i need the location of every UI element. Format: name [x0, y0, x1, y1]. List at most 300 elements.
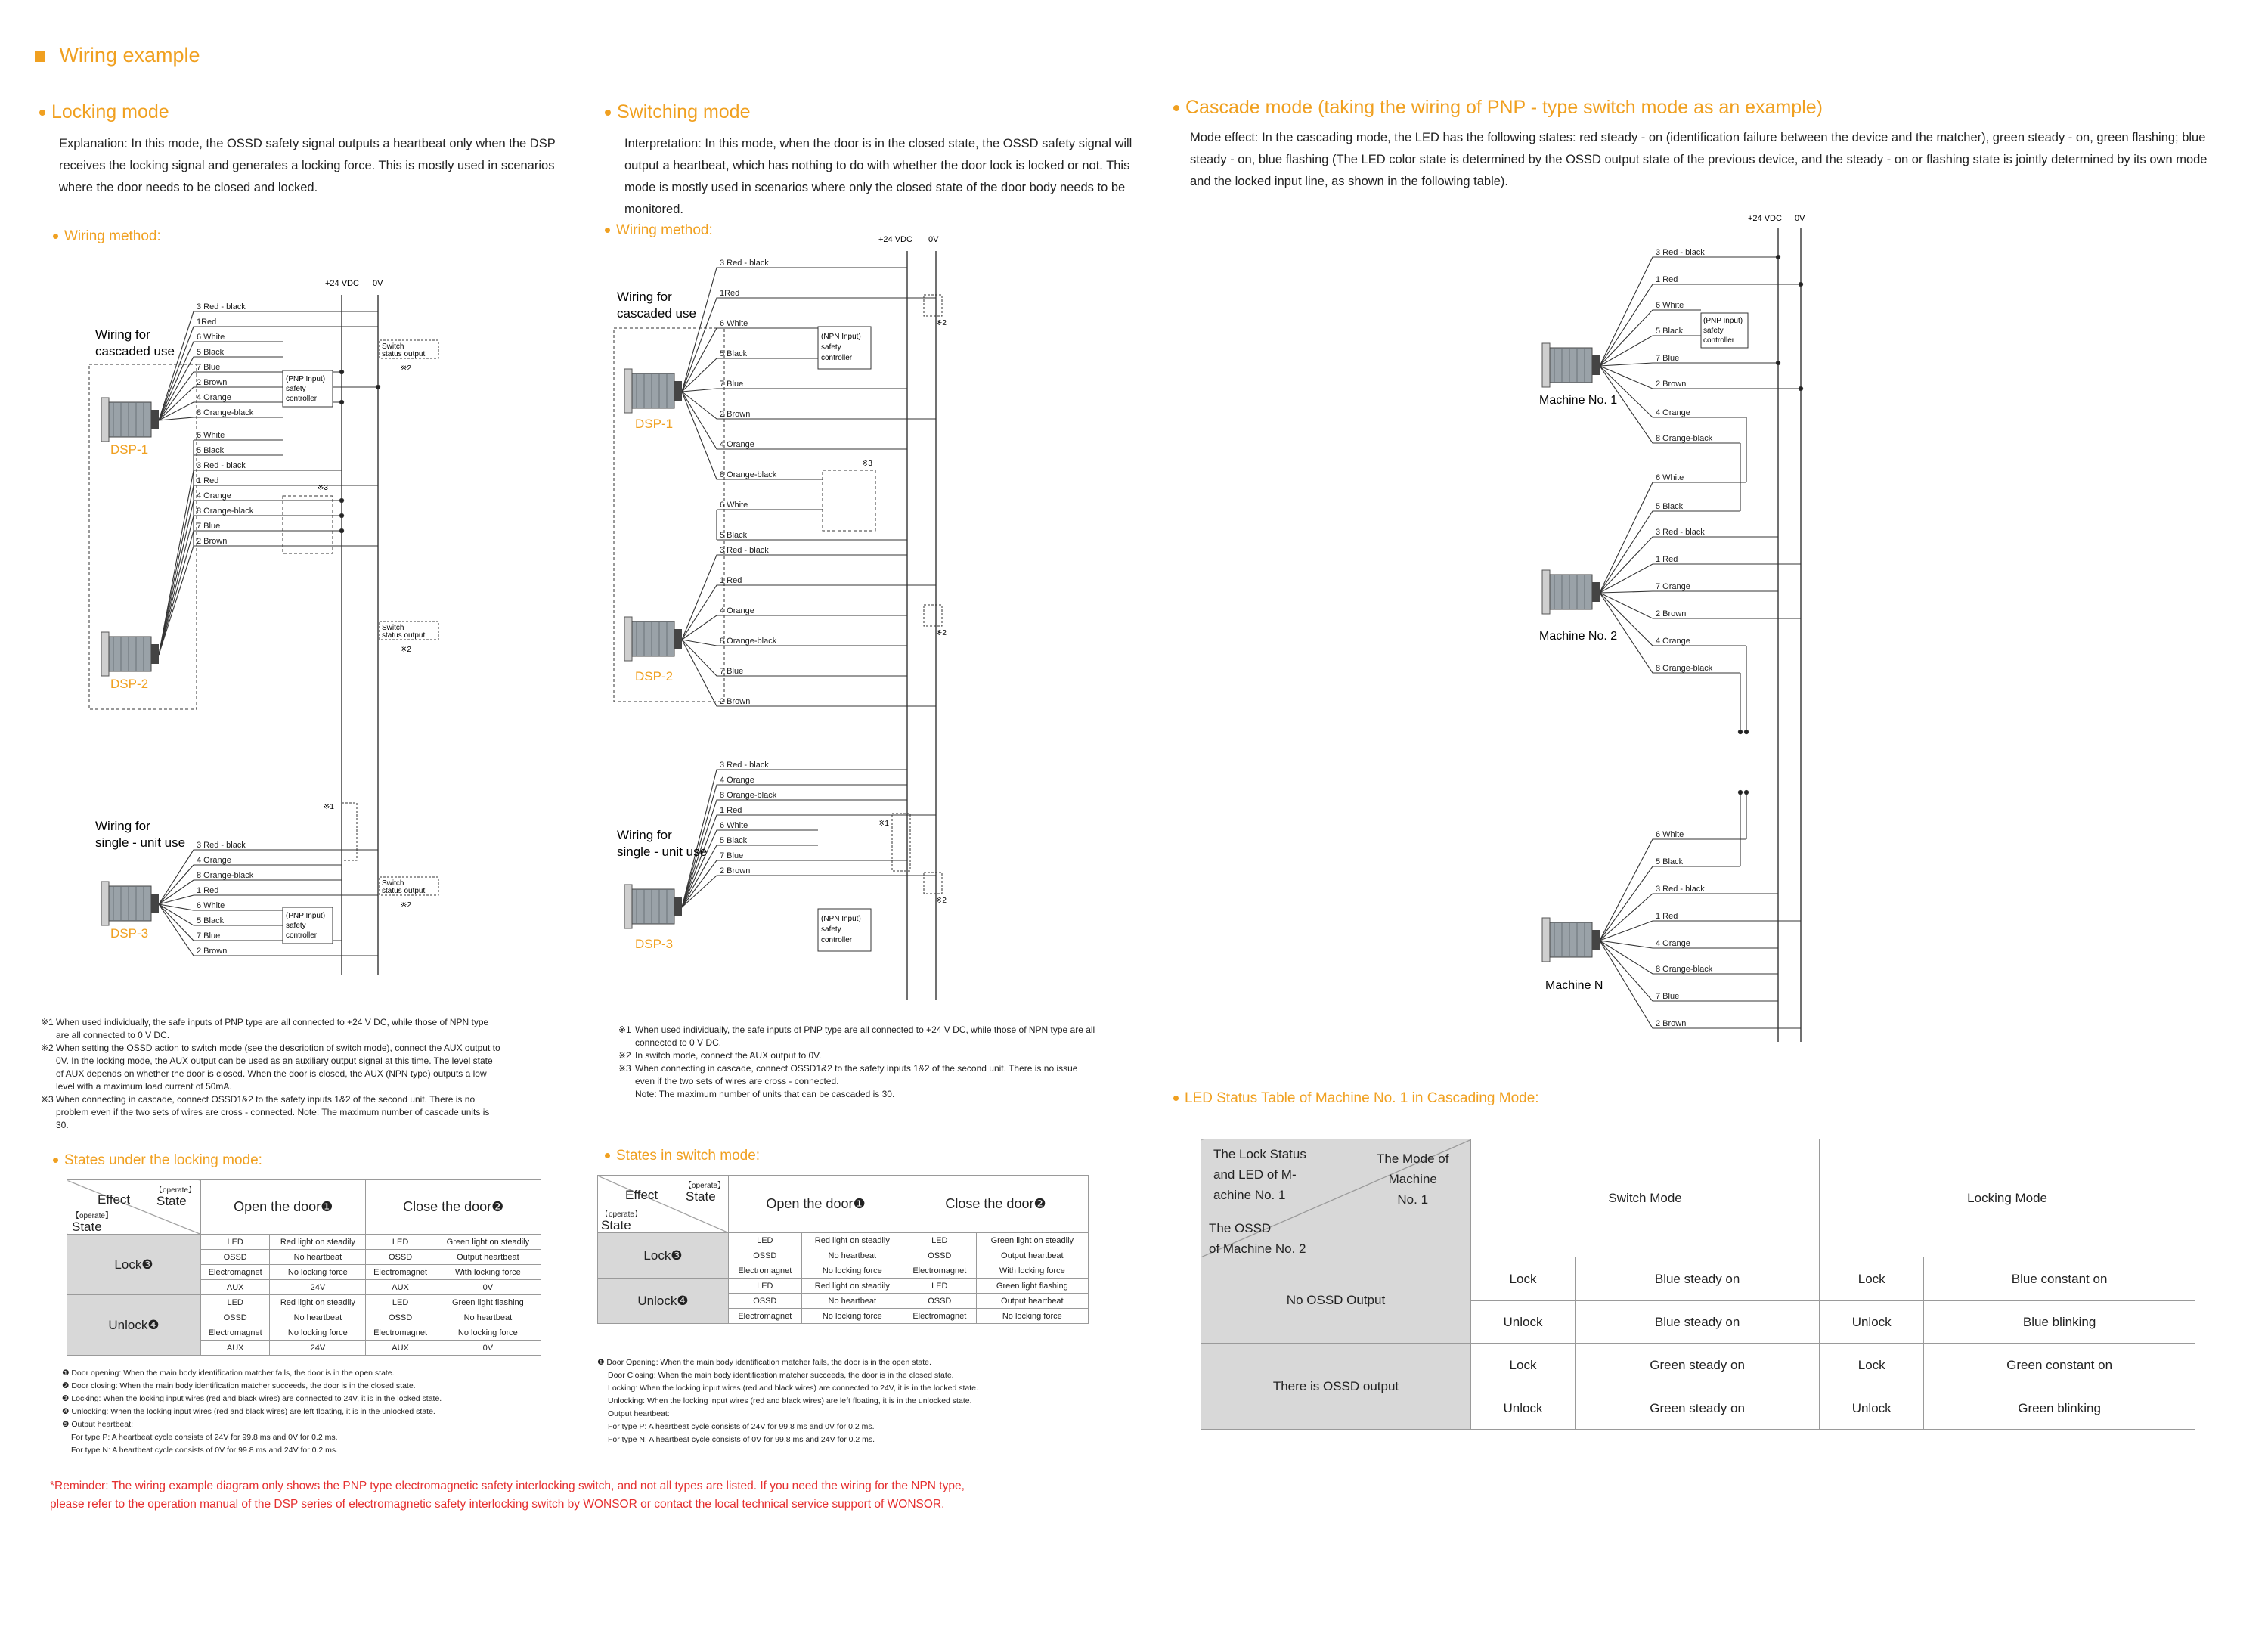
locking-footnote: ❶ Door opening: When the main body identification matcher fails, the door is in the open state.	[62, 1368, 395, 1378]
table-cell: 24V	[270, 1341, 366, 1356]
wire-label: 8 Orange-black	[197, 871, 254, 880]
bullet-dot-icon	[1173, 105, 1179, 111]
svg-text:status output: status output	[382, 350, 426, 358]
wire	[682, 860, 907, 907]
sw-cascaded-label-1: Wiring for	[617, 290, 672, 304]
sw-close-door-header: Close the door❷	[903, 1176, 1089, 1233]
wire-label: 3 Red - black	[1656, 885, 1705, 894]
table-cell: No heartbeat	[270, 1310, 366, 1325]
table-cell: No locking force	[270, 1265, 366, 1280]
table-cell: Red light on steadily	[801, 1233, 903, 1248]
wire	[1600, 363, 1778, 366]
cascaded-label-1: Wiring for	[95, 327, 150, 342]
svg-text:(NPN Input): (NPN Input)	[821, 915, 861, 923]
device-cable	[151, 644, 159, 664]
reminder-line-1: *Reminder: The wiring example diagram only shows the PNP type electromagnetic safety interlocking switch, and not all types are listed. If you need the wiring for the NPN type,	[50, 1480, 965, 1492]
wire-label: 5 Black	[720, 349, 748, 358]
title-square-icon	[35, 51, 45, 62]
wire-label: 5 Black	[1656, 327, 1684, 336]
wire	[1600, 593, 1801, 618]
switching-footnote: ❶ Door Opening: When the main body identification matcher fails, the door is in the open state.	[597, 1358, 931, 1367]
switching-wire-labels	[720, 259, 777, 876]
state-cell: Lock❸	[598, 1233, 729, 1279]
wire-label: 2 Brown	[720, 410, 751, 419]
wire-label: 2 Brown	[720, 697, 751, 706]
switching-footnote: For type P: A heartbeat cycle consists of 24V for 99.8 ms and 0V for 0.2 ms.	[608, 1422, 875, 1431]
table-cell: No locking force	[801, 1309, 903, 1324]
device-cable	[1592, 582, 1600, 602]
wire-label: 3 Red - black	[197, 302, 246, 311]
wire-label: 7 Blue	[720, 851, 744, 860]
machineN-label: Machine N	[1545, 979, 1603, 992]
table-corner: Effect 【operate】 State 【operate】 State	[67, 1180, 201, 1235]
cascade-wire-labels	[1656, 248, 1713, 1028]
table-cell: Green light flashing	[435, 1295, 541, 1310]
wire-label: 7 Blue	[1656, 992, 1680, 1001]
wire	[159, 895, 378, 904]
svg-text:controller: controller	[286, 395, 318, 403]
wire-label: 7 Blue	[197, 931, 221, 941]
wire-label: 3 Red - black	[197, 461, 246, 470]
switch-output-1	[380, 340, 438, 373]
table-cell: Red light on steadily	[270, 1235, 366, 1250]
wire-label: 7 Orange	[1656, 582, 1690, 591]
table-cell: 0V	[435, 1341, 541, 1356]
led-corner: The Lock Status and LED of M- achine No. 1 The Mode of Machine No. 1 The OSSD of Machine No. 2	[1201, 1139, 1471, 1257]
device-body	[1550, 348, 1592, 383]
state-cell: Unlock❹	[598, 1279, 729, 1324]
junction-dot	[1738, 790, 1742, 794]
cascade-wiring-diagram	[1520, 210, 1837, 1049]
table-cell: LED	[729, 1279, 802, 1294]
switching-note-2: ※2 In switch mode, connect the AUX output to 0V.	[618, 1050, 822, 1061]
wire	[159, 546, 378, 655]
device-base	[624, 617, 632, 661]
table-cell: LED	[903, 1233, 977, 1248]
device-base	[624, 369, 632, 413]
wire-label: 2 Brown	[1656, 380, 1687, 389]
svg-text:※2: ※2	[401, 646, 411, 654]
wire	[159, 470, 342, 655]
sensor-device-icon	[101, 632, 159, 676]
switching-footnotes	[597, 1356, 1126, 1446]
device-base	[101, 398, 109, 442]
table-cell: Unlock	[1820, 1301, 1924, 1344]
device-cable	[674, 381, 682, 401]
table-cell: Electromagnet	[366, 1265, 435, 1280]
table-cell: LED	[201, 1295, 270, 1310]
table-cell: OSSD	[729, 1294, 802, 1309]
table-cell: Electromagnet	[366, 1325, 435, 1341]
bullet-dot-icon	[605, 1153, 610, 1158]
svg-text:safety: safety	[1703, 327, 1724, 335]
sensor-device-icon	[1542, 570, 1600, 614]
wire	[682, 392, 823, 479]
wire	[159, 880, 342, 904]
svg-text:controller: controller	[821, 936, 853, 944]
table-cell: Output heartbeat	[435, 1250, 541, 1265]
bullet-dot-icon	[53, 234, 58, 239]
table-cell: Green light flashing	[976, 1279, 1088, 1294]
wire-label: 5 Black	[197, 916, 225, 925]
svg-text:※3: ※3	[862, 460, 872, 468]
wire-label: 1Red	[197, 318, 217, 327]
wire-label: 3 Red - black	[197, 841, 246, 850]
sw-table-corner: Effect 【operate】 State 【operate】 State	[598, 1176, 729, 1233]
junction-dot	[1776, 255, 1780, 259]
label-24v: +24 VDC	[1748, 214, 1782, 223]
wire	[1600, 894, 1778, 941]
table-cell: No locking force	[270, 1325, 366, 1341]
label-0v: 0V	[1795, 214, 1805, 223]
switching-paragraph: Interpretation: In this mode, when the door is in the closed state, the OSSD safety signal will output a heartbeat, which has nothing to do with whether the door lock is locked or not. This mode is mostly used in scenarios where only the closed state of the door body needs to be monitored.	[624, 137, 1132, 216]
table-cell: OSSD	[201, 1310, 270, 1325]
svg-text:Switch: Switch	[382, 879, 404, 888]
switching-footnote: Locking: When the locking input wires (red and black wires) are connected to 24V, it is in the locked state.	[608, 1384, 978, 1393]
wire-label: 5 Black	[720, 531, 748, 540]
svg-text:Switch: Switch	[382, 624, 404, 632]
wire	[1740, 646, 1746, 866]
bullet-dot-icon	[39, 110, 45, 116]
dsp3-label: DSP-3	[110, 926, 149, 941]
table-cell: LED	[366, 1235, 435, 1250]
wire-label: 1 Red	[197, 886, 219, 895]
label-0v: 0V	[928, 235, 939, 244]
title-row	[35, 44, 200, 67]
svg-text:(PNP Input): (PNP Input)	[286, 375, 326, 383]
table-cell: OSSD	[201, 1250, 270, 1265]
locking-heading: Locking mode	[39, 101, 169, 123]
label-0v: 0V	[373, 279, 383, 288]
wire	[1600, 564, 1801, 593]
wire-label: 7 Blue	[197, 522, 221, 531]
device-body	[632, 621, 674, 656]
table-cell: OSSD	[366, 1250, 435, 1265]
locking-footnote: For type N: A heartbeat cycle consists of 0V for 99.8 ms and 24V for 0.2 ms.	[71, 1446, 339, 1455]
wire	[1600, 366, 1801, 389]
switch-output-2	[380, 621, 438, 654]
wire-label: 7 Blue	[720, 667, 744, 676]
wire-label: 8 Orange-black	[720, 791, 777, 800]
wire-label: 5 Black	[1656, 857, 1684, 866]
sensor-device-icon	[101, 398, 159, 442]
table-cell: Electromagnet	[903, 1263, 977, 1279]
wire-label: 7 Blue	[720, 380, 744, 389]
device-base	[101, 632, 109, 676]
table-cell: OSSD	[729, 1248, 802, 1263]
wire-label: 3 Red - black	[720, 259, 769, 268]
junction-dot	[1744, 730, 1748, 733]
wire	[682, 876, 936, 907]
switching-notes	[618, 1024, 1096, 1101]
pnp-controller-1	[283, 370, 333, 407]
junction-dot	[339, 400, 343, 404]
table-row	[67, 1235, 541, 1250]
locking-footnote: ❺ Output heartbeat:	[62, 1420, 134, 1429]
cross-box-1	[283, 496, 333, 553]
single-label-1: Wiring for	[95, 819, 150, 833]
locking-state-table	[67, 1179, 541, 1356]
table-cell: AUX	[201, 1280, 270, 1295]
wire	[1600, 921, 1801, 941]
wire-label: 8 Orange-black	[1656, 434, 1713, 443]
wire-label: 6 White	[1656, 473, 1684, 482]
wire-label: 3 Red - black	[1656, 248, 1705, 257]
wire-label: 4 Orange	[197, 491, 231, 501]
sensor-device-icon	[1542, 343, 1600, 387]
wire-label: 4 Orange	[1656, 939, 1690, 948]
sw-single-label-2: single - unit use	[617, 845, 708, 859]
wire	[1600, 941, 1801, 1028]
sw-open-door-header: Open the door❶	[729, 1176, 903, 1233]
wire-label: 8 Orange-black	[720, 637, 777, 646]
svg-text:safety: safety	[821, 925, 841, 934]
table-cell: No locking force	[976, 1309, 1088, 1324]
table-cell: Blue steady on	[1576, 1301, 1820, 1344]
wire-label: 3 Red - black	[720, 546, 769, 555]
table-cell: Red light on steadily	[801, 1279, 903, 1294]
table-cell: Green light on steadily	[976, 1233, 1088, 1248]
wire-label: 8 Orange-black	[197, 507, 254, 516]
device-cable	[674, 897, 682, 916]
machine2-label: Machine No. 2	[1539, 630, 1618, 643]
table-cell: Electromagnet	[201, 1325, 270, 1341]
switching-footnote: Door Closing: When the main body identification matcher succeeds, the door is in the closed state.	[608, 1371, 954, 1380]
device-cable	[151, 410, 159, 429]
cascade-wires	[1600, 255, 1803, 1028]
switching-footnote: Unlocking: When the locking input wires (red and black wires) are left floating, it is in the unlocked state.	[608, 1396, 972, 1406]
wire	[682, 640, 907, 676]
wire-label: 5 Black	[197, 348, 225, 357]
junction-dot	[376, 385, 380, 389]
sensor-device-icon	[624, 369, 682, 413]
wire	[682, 392, 907, 449]
svg-text:status output: status output	[382, 887, 426, 895]
junction-dot	[339, 498, 343, 502]
junction-dot	[1738, 730, 1742, 733]
table-row	[598, 1279, 1089, 1294]
locking-notes	[41, 1016, 502, 1132]
wire	[682, 640, 907, 646]
wire-label: 2 Brown	[1656, 609, 1687, 618]
cascaded-label-2: cascaded use	[95, 344, 175, 358]
wire-label: 6 White	[197, 901, 225, 910]
junction-dot	[1744, 790, 1748, 794]
svg-text:(PNP Input): (PNP Input)	[286, 912, 326, 920]
table-cell: 24V	[270, 1280, 366, 1295]
svg-text:※2: ※2	[401, 364, 411, 373]
wire	[1600, 511, 1740, 593]
table-cell: Electromagnet	[729, 1263, 802, 1279]
wire-label: 6 White	[1656, 830, 1684, 839]
switching-state-table	[597, 1175, 1089, 1324]
device-body	[632, 373, 674, 408]
wire	[682, 800, 907, 907]
wire	[159, 327, 378, 420]
wire-label: 2 Brown	[197, 537, 228, 546]
wire-label: 6 White	[720, 501, 748, 510]
device-base	[1542, 570, 1550, 614]
locking-footnote: ❸ Locking: When the locking input wires (red and black wires) are connected to 24V, it is in the locked state.	[62, 1394, 442, 1403]
svg-text:safety: safety	[286, 385, 306, 393]
wire-label: 1 Red	[197, 476, 219, 485]
table-cell: LED	[903, 1279, 977, 1294]
wire-label: 7 Blue	[197, 363, 221, 372]
table-cell: Output heartbeat	[976, 1248, 1088, 1263]
svg-text:safety: safety	[821, 343, 841, 352]
table-cell: No heartbeat	[435, 1310, 541, 1325]
switching-note-3: ※3 When connecting in cascade, connect OSSD1&2 to the safety inputs 1&2 of the second unit. There is no issue even if the two sets of wires are cross - connected.	[618, 1063, 1078, 1086]
wire-label: 3 Red - black	[720, 761, 769, 770]
pnp-controller-2	[283, 907, 333, 944]
table-cell: LED	[201, 1235, 270, 1250]
table-cell: Green constant on	[1924, 1344, 2195, 1387]
switching-footnote: Output heartbeat:	[608, 1409, 670, 1418]
wire-label: 1Red	[720, 289, 740, 298]
marker-3: ※3	[318, 484, 328, 492]
device-cable	[151, 894, 159, 913]
cascade-heading: Cascade mode (taking the wiring of PNP - type switch mode as an example)	[1173, 97, 1823, 119]
wire	[1600, 591, 1778, 593]
wire	[682, 615, 907, 640]
device-body	[109, 637, 151, 671]
switching-states-heading: States in switch mode:	[605, 1148, 760, 1164]
wire-label: 6 White	[197, 431, 225, 440]
junction-dot	[339, 513, 343, 517]
state-cell: Lock❸	[67, 1235, 201, 1295]
bullet-dot-icon	[605, 110, 611, 116]
npn-controller-1	[818, 327, 871, 369]
cascade-paragraph: Mode effect: In the cascading mode, the LED has the following states: red steady - on (identification failure between the device and the matcher), green steady - on, green flashing; blue steady - on, blue flashing (The LED color state is determined by the OSSD output state of the previous device, and the steady - on or flashing state is jointly determined by its own mode and the locked input line, as shown in the following table).	[1190, 131, 2208, 188]
wire-label: 6 White	[1656, 301, 1684, 310]
sw-cross-box-c	[924, 605, 942, 626]
sw-single-label-1: Wiring for	[617, 828, 672, 842]
svg-text:※2: ※2	[936, 629, 947, 637]
wire	[159, 516, 342, 655]
device-body	[109, 402, 151, 437]
table-row	[1201, 1344, 2195, 1387]
reminder	[50, 1477, 1123, 1514]
wire	[159, 501, 342, 655]
table-cell: No heartbeat	[270, 1250, 366, 1265]
locking-mode-header: Locking Mode	[1820, 1139, 2195, 1257]
table-cell: Lock	[1471, 1344, 1576, 1387]
device-body	[1550, 922, 1592, 957]
label-24v: +24 VDC	[325, 279, 359, 288]
wire-label: 3 Red - black	[1656, 528, 1705, 537]
table-row	[598, 1233, 1089, 1248]
wire-label: 2 Brown	[1656, 1019, 1687, 1028]
wire-label: 8 Orange-black	[720, 470, 777, 479]
junction-dot	[339, 528, 343, 532]
table-cell: Blue constant on	[1924, 1257, 2195, 1301]
locking-wiring-diagram	[83, 272, 461, 990]
locking-note-2: ※2 When setting the OSSD action to switch mode (see the description of switch mode), connect the AUX output to 0V. In the locking mode, the AUX output can be used as an auxiliary output signal at this time. The level state of AUX depends on whether the door is closed. When the door is closed, the AUX (NPN type) outputs a low level with a maximum load current of 50mA.	[41, 1043, 500, 1092]
sensor-device-icon	[1542, 918, 1600, 962]
table-cell: AUX	[366, 1341, 435, 1356]
device-body	[1550, 575, 1592, 609]
locking-note-3: ※3 When connecting in cascade, connect OSSD1&2 to the safety inputs 1&2 of the second unit. There is no problem even if the two sets of wires are cross - connected. Note: The maximum number of cascade units is 30.	[41, 1094, 490, 1130]
junction-dot	[1799, 386, 1802, 390]
wire-label: 2 Brown	[197, 947, 228, 956]
junction-dot	[1776, 361, 1780, 364]
table-cell: Lock	[1471, 1257, 1576, 1301]
table-cell: Green steady on	[1576, 1344, 1820, 1387]
wire	[1600, 366, 1740, 443]
table-cell: No locking force	[801, 1263, 903, 1279]
sw-dsp1-label: DSP-1	[635, 417, 674, 431]
wire	[1600, 866, 1740, 941]
sw-dsp3-label: DSP-3	[635, 937, 674, 951]
wire	[159, 904, 378, 956]
switching-heading: Switching mode	[605, 101, 750, 123]
device-base	[1542, 918, 1550, 962]
wire	[1600, 284, 1801, 366]
table-cell: Electromagnet	[729, 1309, 802, 1324]
sensor-device-icon	[624, 885, 682, 928]
wire-label: 1 Red	[1656, 555, 1678, 564]
wire-label: 6 White	[720, 821, 748, 830]
wire-label: 4 Orange	[1656, 408, 1690, 417]
led-status-table	[1201, 1139, 2195, 1430]
wire	[159, 311, 378, 420]
table-cell: Green light on steadily	[435, 1235, 541, 1250]
led-table-heading: LED Status Table of Machine No. 1 in Cascading Mode:	[1173, 1090, 1539, 1107]
device-body	[632, 889, 674, 924]
table-cell: Electromagnet	[903, 1309, 977, 1324]
svg-text:status output: status output	[382, 631, 426, 640]
table-cell: With locking force	[435, 1265, 541, 1280]
switch-mode-header: Switch Mode	[1471, 1139, 1820, 1257]
table-cell: Lock	[1820, 1257, 1924, 1301]
marker-1: ※1	[324, 803, 334, 811]
table-row	[67, 1295, 541, 1310]
table-cell: OSSD	[903, 1248, 977, 1263]
table-cell: AUX	[366, 1280, 435, 1295]
wire-label: 4 Orange	[197, 393, 231, 402]
open-door-header: Open the door❶	[201, 1180, 366, 1235]
svg-text:controller: controller	[821, 354, 853, 362]
wire-label: 1 Red	[1656, 275, 1678, 284]
table-cell: 0V	[435, 1280, 541, 1295]
svg-text:safety: safety	[286, 922, 306, 930]
device-base	[101, 882, 109, 925]
table-cell: No locking force	[435, 1325, 541, 1341]
dsp1-label: DSP-1	[110, 442, 149, 457]
table-row	[1201, 1257, 2195, 1301]
wire-label: 4 Orange	[720, 440, 754, 449]
svg-text:(NPN Input): (NPN Input)	[821, 333, 861, 341]
table-cell: Blue blinking	[1924, 1301, 2195, 1344]
table-cell: Electromagnet	[201, 1265, 270, 1280]
svg-text:controller: controller	[286, 931, 318, 940]
locking-footnotes	[62, 1367, 561, 1457]
svg-text:※2: ※2	[936, 897, 947, 905]
device-cable	[674, 629, 682, 649]
bullet-dot-icon	[1173, 1096, 1179, 1101]
close-door-header: Close the door❷	[366, 1180, 541, 1235]
bullet-dot-icon	[605, 228, 610, 233]
switching-note-1: ※1 When used individually, the safe inputs of PNP type are all connected to +24 V DC, while those of NPN type are all connected to 0 V DC.	[618, 1024, 1095, 1048]
table-cell: OSSD	[366, 1310, 435, 1325]
wire	[682, 555, 907, 640]
wire-label: 5 Black	[1656, 502, 1684, 511]
junction-dot	[339, 370, 343, 373]
device-cable	[1592, 930, 1600, 950]
locking-note-1: ※1 When used individually, the safe inputs of PNP type are all connected to +24 V DC, while those of NPN type are all connected to 0 V DC.	[41, 1017, 489, 1040]
wire-label: 6 White	[197, 333, 225, 342]
table-cell: Green steady on	[1576, 1387, 1820, 1430]
